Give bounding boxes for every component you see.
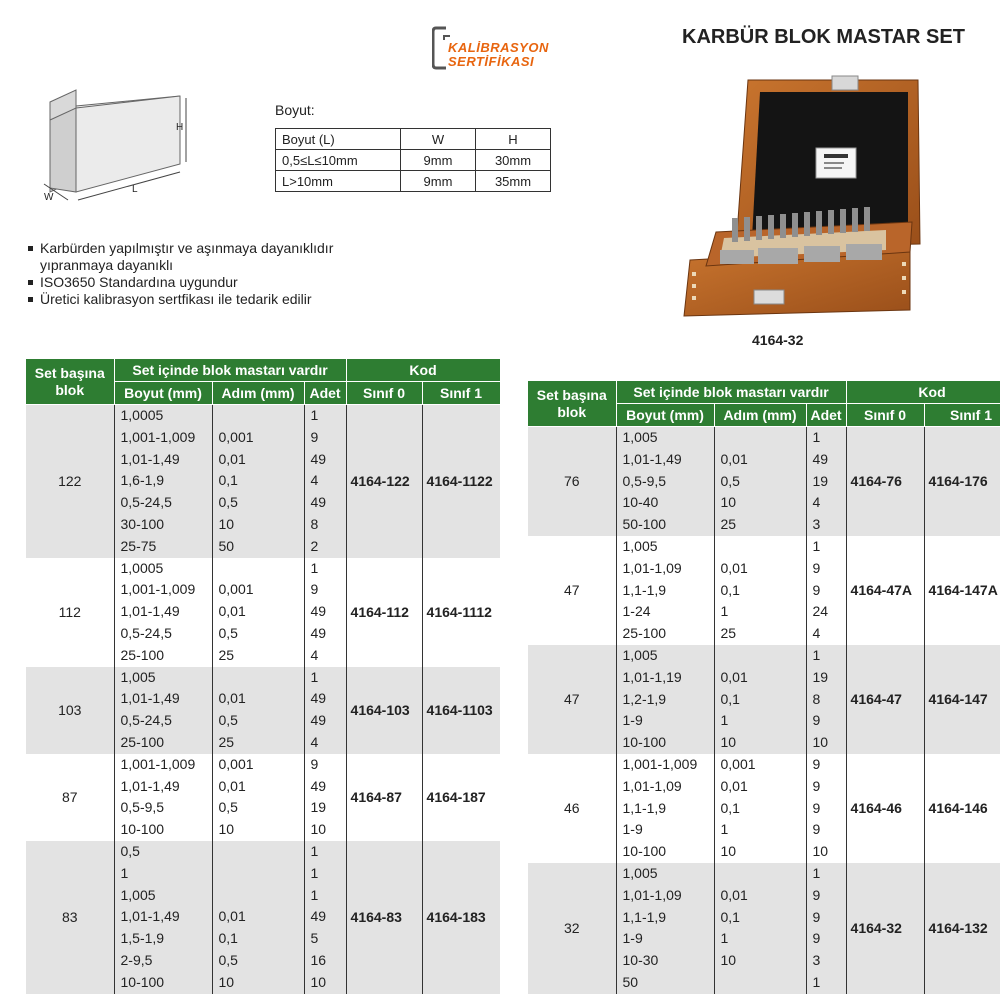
boyut-value: 1,5-1,9 <box>120 930 165 947</box>
adim-value: 1 <box>720 603 729 620</box>
kod-sinif1-cell: 4164-187 <box>422 754 500 841</box>
dimensions-label: Boyut: <box>275 102 315 118</box>
left-gauge-set-table <box>26 359 501 994</box>
boyut-value: 25-100 <box>120 733 165 750</box>
adet-cell <box>304 754 346 841</box>
width-label: W <box>44 192 54 203</box>
adim-value <box>219 405 304 427</box>
kod-sinif1-cell: 4164-146 <box>924 754 1000 863</box>
adim-value: 10 <box>720 843 737 860</box>
set-count-cell: 47 <box>528 536 616 645</box>
kod-sinif0-cell: 4164-112 <box>346 558 422 667</box>
boyut-value: 1,6-1,9 <box>120 472 165 489</box>
feature-item: ISO3650 Standardına uygundur <box>28 274 333 291</box>
adim-value: 0,5 <box>218 799 238 816</box>
adim-cell <box>714 863 806 994</box>
header-set-icinde: Set içinde blok mastarı vardır <box>114 359 346 382</box>
adet-value: 10 <box>310 973 327 990</box>
adim-value <box>219 841 304 863</box>
height-label: H <box>176 122 184 133</box>
adet-value: 16 <box>310 951 327 968</box>
adet-value: 1 <box>310 842 319 859</box>
adet-cell <box>806 427 846 536</box>
kod-sinif0-cell: 4164-32 <box>846 863 924 994</box>
boyut-value: 25-75 <box>120 537 157 554</box>
kod-sinif0-cell: 4164-103 <box>346 667 422 754</box>
set-count-cell: 83 <box>26 841 114 994</box>
adim-value: 25 <box>218 733 235 750</box>
boyut-value: 1,1-1,9 <box>622 581 667 598</box>
set-group-row <box>528 645 1000 754</box>
header-adet: Adet <box>304 382 346 405</box>
adet-value: 8 <box>812 690 821 707</box>
boyut-value: 1,001-1,009 <box>622 755 698 772</box>
block-dimension-diagram <box>20 88 200 208</box>
adim-value: 0,1 <box>720 799 740 816</box>
adim-value: 0,01 <box>218 777 246 794</box>
boyut-value: 10-100 <box>622 843 667 860</box>
adet-value: 1 <box>812 864 821 881</box>
adet-cell <box>806 754 846 863</box>
adim-cell <box>212 405 304 558</box>
boyut-value: 1,0005 <box>120 407 164 423</box>
set-group-row <box>26 558 500 667</box>
header-sinif1: Sınıf 1 <box>422 382 500 405</box>
boyut-value: 1,005 <box>120 668 156 685</box>
adet-value: 49 <box>812 450 829 467</box>
adim-value: 0,1 <box>720 690 740 707</box>
adim-value <box>219 863 304 885</box>
header-kod: Kod <box>346 359 500 382</box>
set-group-row <box>26 405 500 558</box>
adet-cell <box>304 558 346 667</box>
boyut-value: 1,01-1,49 <box>120 777 180 794</box>
boyut-cell <box>616 645 714 754</box>
set-group-row <box>528 536 1000 645</box>
set-group-row <box>528 863 1000 994</box>
dim-cell: 9mm <box>401 150 476 171</box>
set-group-row <box>528 427 1000 536</box>
adim-value: 0,5 <box>218 951 238 968</box>
adet-value: 2 <box>310 537 319 554</box>
boyut-value: 10-100 <box>120 821 165 838</box>
adet-cell <box>806 645 846 754</box>
adim-value: 0,001 <box>218 755 254 772</box>
adim-cell <box>212 558 304 667</box>
adet-value: 24 <box>812 603 829 620</box>
dim-cell: L>10mm <box>276 171 401 192</box>
set-group-row <box>528 754 1000 863</box>
adet-value: 1 <box>812 973 821 990</box>
adim-value <box>219 558 304 580</box>
header-sinif1: Sınıf 1 <box>924 404 1000 427</box>
adet-value: 4 <box>310 472 319 489</box>
length-label: L <box>132 184 138 195</box>
boyut-value: 0,5-9,5 <box>120 799 165 816</box>
adim-value: 1 <box>720 712 729 729</box>
bullet-icon <box>28 280 33 285</box>
set-count-cell: 32 <box>528 863 616 994</box>
adim-value: 50 <box>218 537 235 554</box>
set-group-row <box>26 667 500 754</box>
boyut-value: 1,1-1,9 <box>622 799 667 816</box>
adet-value: 19 <box>812 668 829 685</box>
adet-value: 4 <box>310 646 319 663</box>
header-set-icinde: Set içinde blok mastarı vardır <box>616 381 846 404</box>
dim-header: W <box>401 129 476 150</box>
adim-value: 0,001 <box>218 428 254 445</box>
dim-cell: 9mm <box>401 171 476 192</box>
adet-value: 9 <box>310 581 319 598</box>
boyut-value: 1,005 <box>622 646 658 663</box>
calibration-certificate-logo <box>432 24 572 74</box>
adim-value: 10 <box>218 515 235 532</box>
adim-value: 0,01 <box>720 777 748 794</box>
adim-value: 10 <box>720 734 737 751</box>
adim-cell <box>714 536 806 645</box>
boyut-value: 10-40 <box>622 494 659 511</box>
adim-value: 0,01 <box>720 559 748 576</box>
set-group-row <box>26 841 500 994</box>
adim-value <box>721 863 806 885</box>
adim-value: 0,1 <box>720 908 740 925</box>
adet-value: 9 <box>812 930 821 947</box>
adim-value: 0,01 <box>720 450 748 467</box>
adet-value: 49 <box>310 450 327 467</box>
boyut-value: 1,0005 <box>120 559 164 576</box>
dim-cell: 0,5≤L≤10mm <box>276 150 401 171</box>
boyut-cell <box>616 863 714 994</box>
boyut-value: 0,5-24,5 <box>120 712 172 729</box>
adet-cell <box>806 536 846 645</box>
boyut-value: 10-30 <box>622 952 659 969</box>
adet-value: 1 <box>812 429 821 445</box>
boyut-cell <box>114 754 212 841</box>
adet-value: 49 <box>310 777 327 794</box>
boyut-value: 10-100 <box>120 973 165 990</box>
set-group-row <box>26 754 500 841</box>
adim-value: 0,001 <box>218 581 254 598</box>
adet-value: 9 <box>812 799 821 816</box>
boyut-value: 1,001-1,009 <box>120 428 196 445</box>
adet-value: 1 <box>310 559 319 576</box>
boyut-value: 50-100 <box>622 516 667 533</box>
kod-sinif1-cell: 4164-176 <box>924 427 1000 536</box>
adim-cell <box>212 754 304 841</box>
adim-value: 0,01 <box>218 690 246 707</box>
boyut-value: 0,5-9,5 <box>622 472 667 489</box>
adim-value: 10 <box>218 973 235 990</box>
adim-value: 0,5 <box>720 472 740 489</box>
boyut-value: 1,01-1,19 <box>622 668 682 685</box>
right-table-body <box>528 427 1000 994</box>
bullet-icon <box>28 297 33 302</box>
adim-value: 0,01 <box>218 450 246 467</box>
feature-item: Üretici kalibrasyon sertfikası ile tedarik edilir <box>28 291 333 308</box>
boyut-cell <box>616 427 714 536</box>
adim-cell <box>714 754 806 863</box>
header-sinif0: Sınıf 0 <box>346 382 422 405</box>
adet-value: 49 <box>310 624 327 641</box>
adim-value: 1 <box>720 930 729 947</box>
boyut-cell <box>114 841 212 994</box>
adim-value: 0,1 <box>720 581 740 598</box>
adet-value: 1 <box>310 407 319 423</box>
boyut-value: 10-100 <box>622 734 667 751</box>
adim-cell <box>714 427 806 536</box>
boyut-cell <box>616 536 714 645</box>
set-count-cell: 122 <box>26 405 114 558</box>
kod-sinif1-cell: 4164-147A <box>924 536 1000 645</box>
header-boyut: Boyut (mm) <box>114 382 212 405</box>
kod-sinif1-cell: 4164-132 <box>924 863 1000 994</box>
adet-value: 10 <box>812 843 829 860</box>
adim-value: 0,01 <box>218 908 246 925</box>
header-set-basina: Set başına blok <box>26 359 114 405</box>
boyut-value: 1,01-1,09 <box>622 559 682 576</box>
adet-value: 1 <box>812 646 821 663</box>
boyut-value: 0,5-24,5 <box>120 624 172 641</box>
boyut-cell <box>114 558 212 667</box>
adim-cell <box>212 667 304 754</box>
boyut-value: 1,01-1,49 <box>120 690 180 707</box>
right-gauge-set-table <box>528 381 1000 994</box>
boyut-value: 1,001-1,009 <box>120 581 196 598</box>
dim-cell: 30mm <box>476 150 551 171</box>
feature-list <box>28 240 333 308</box>
adet-value: 9 <box>812 777 821 794</box>
adet-value: 9 <box>812 712 821 729</box>
adet-value: 9 <box>310 428 319 445</box>
adet-value: 1 <box>310 864 319 881</box>
boyut-value: 1-9 <box>622 712 643 729</box>
adet-cell <box>304 841 346 994</box>
boyut-value: 1,2-1,9 <box>622 690 667 707</box>
set-count-cell: 46 <box>528 754 616 863</box>
adet-value: 9 <box>310 755 319 772</box>
boyut-value: 1,01-1,49 <box>120 603 180 620</box>
adet-value: 8 <box>310 515 319 532</box>
boyut-value: 1,001-1,009 <box>120 755 196 772</box>
adet-value: 49 <box>310 690 327 707</box>
kod-sinif0-cell: 4164-47A <box>846 536 924 645</box>
adet-value: 3 <box>812 516 821 533</box>
boyut-value: 1-24 <box>622 603 651 620</box>
header-adet: Adet <box>806 404 846 427</box>
boyut-value: 1,01-1,49 <box>622 450 682 467</box>
adet-value: 3 <box>812 952 821 969</box>
page-title: KARBÜR BLOK MASTAR SET <box>682 26 965 48</box>
kod-sinif0-cell: 4164-83 <box>346 841 422 994</box>
kod-sinif0-cell: 4164-76 <box>846 427 924 536</box>
adet-value: 9 <box>812 908 821 925</box>
adim-value: 0,5 <box>218 494 238 511</box>
header-adim: Adım (mm) <box>714 404 806 427</box>
header-adim: Adım (mm) <box>212 382 304 405</box>
adet-cell <box>806 863 846 994</box>
adim-cell <box>212 841 304 994</box>
logo-line-2: SERTİFİKASI <box>448 54 535 69</box>
adet-value: 4 <box>812 494 821 511</box>
adim-value: 0,01 <box>720 668 748 685</box>
boyut-value: 50 <box>622 973 639 990</box>
adet-value: 49 <box>310 908 327 925</box>
adim-value: 0,1 <box>218 472 238 489</box>
kod-sinif0-cell: 4164-87 <box>346 754 422 841</box>
boyut-value: 1,1-1,9 <box>622 908 667 925</box>
header-set-basina: Set başına blok <box>528 381 616 427</box>
adet-cell <box>304 667 346 754</box>
boyut-value: 30-100 <box>120 515 165 532</box>
set-count-cell: 87 <box>26 754 114 841</box>
adim-value <box>721 972 806 994</box>
adet-value: 9 <box>812 755 821 772</box>
logo-line-1: KALİBRASYON <box>448 40 549 55</box>
set-count-cell: 76 <box>528 427 616 536</box>
boyut-value: 1,005 <box>622 864 658 881</box>
adet-value: 9 <box>812 581 821 598</box>
dim-header: H <box>476 129 551 150</box>
boyut-value: 1,01-1,09 <box>622 886 682 903</box>
kod-sinif0-cell: 4164-47 <box>846 645 924 754</box>
adet-value: 49 <box>310 494 327 511</box>
set-count-cell: 103 <box>26 667 114 754</box>
boyut-value: 1,01-1,49 <box>120 450 180 467</box>
boyut-value: 0,5-24,5 <box>120 494 172 511</box>
boyut-value: 2-9,5 <box>120 951 153 968</box>
adim-value <box>721 536 806 558</box>
set-count-cell: 47 <box>528 645 616 754</box>
adim-value <box>219 885 304 907</box>
adet-value: 10 <box>812 734 829 751</box>
boyut-value: 1,005 <box>120 886 156 903</box>
adim-value <box>721 645 806 667</box>
kod-sinif0-cell: 4164-122 <box>346 405 422 558</box>
adim-value: 0,01 <box>720 886 748 903</box>
boyut-value: 0,5 <box>120 842 140 859</box>
adet-value: 9 <box>812 886 821 903</box>
kod-sinif1-cell: 4164-1112 <box>422 558 500 667</box>
header-boyut: Boyut (mm) <box>616 404 714 427</box>
set-count-cell: 112 <box>26 558 114 667</box>
boyut-value: 25-100 <box>120 646 165 663</box>
kod-sinif1-cell: 4164-147 <box>924 645 1000 754</box>
adim-value: 0,01 <box>218 603 246 620</box>
kod-sinif1-cell: 4164-1103 <box>422 667 500 754</box>
dim-header: Boyut (L) <box>276 129 401 150</box>
boyut-value: 25-100 <box>622 625 667 642</box>
adet-value: 1 <box>812 537 821 554</box>
product-photo-caption: 4164-32 <box>752 332 804 348</box>
adim-value: 0,001 <box>720 755 756 772</box>
kod-sinif0-cell: 4164-46 <box>846 754 924 863</box>
adim-value: 25 <box>720 516 737 533</box>
kod-sinif1-cell: 4164-1122 <box>422 405 500 558</box>
header-sinif0: Sınıf 0 <box>846 404 924 427</box>
left-table-body <box>26 405 500 994</box>
boyut-value: 1 <box>120 864 129 881</box>
feature-item: Karbürden yapılmıştır ve aşınmaya dayanıklıdır yıpranmaya dayanıklı <box>28 240 333 274</box>
boyut-value: 1,005 <box>622 537 658 554</box>
adim-value: 10 <box>218 821 235 838</box>
adim-value <box>219 667 304 689</box>
boyut-cell <box>114 405 212 558</box>
adim-value: 10 <box>720 494 737 511</box>
product-photo <box>676 72 926 324</box>
boyut-cell <box>114 667 212 754</box>
adim-value: 0,1 <box>218 930 238 947</box>
boyut-value: 1-9 <box>622 930 643 947</box>
adim-cell <box>714 645 806 754</box>
adim-value: 0,5 <box>218 712 238 729</box>
adim-value: 25 <box>218 646 235 663</box>
adet-cell <box>304 405 346 558</box>
boyut-value: 1,005 <box>622 429 658 445</box>
adim-value: 0,5 <box>218 624 238 641</box>
adet-value: 9 <box>812 821 821 838</box>
adet-value: 9 <box>812 559 821 576</box>
boyut-value: 1,01-1,49 <box>120 908 180 925</box>
kod-sinif1-cell: 4164-183 <box>422 841 500 994</box>
dimensions-table <box>275 128 551 192</box>
adet-value: 49 <box>310 603 327 620</box>
boyut-value: 1,01-1,09 <box>622 777 682 794</box>
adet-value: 10 <box>310 821 327 838</box>
adim-value: 10 <box>720 952 737 969</box>
dim-cell: 35mm <box>476 171 551 192</box>
adet-value: 19 <box>310 799 327 816</box>
bullet-icon <box>28 246 33 251</box>
boyut-value: 1-9 <box>622 821 643 838</box>
adet-value: 1 <box>310 668 319 685</box>
header-kod: Kod <box>846 381 1000 404</box>
adet-value: 49 <box>310 712 327 729</box>
adet-value: 1 <box>310 886 319 903</box>
boyut-cell <box>616 754 714 863</box>
adim-value: 25 <box>720 625 737 642</box>
adet-value: 4 <box>310 733 319 750</box>
adet-value: 19 <box>812 472 829 489</box>
adim-value: 1 <box>720 821 729 838</box>
adet-value: 5 <box>310 930 319 947</box>
adet-value: 4 <box>812 625 821 642</box>
adim-value <box>721 427 806 449</box>
